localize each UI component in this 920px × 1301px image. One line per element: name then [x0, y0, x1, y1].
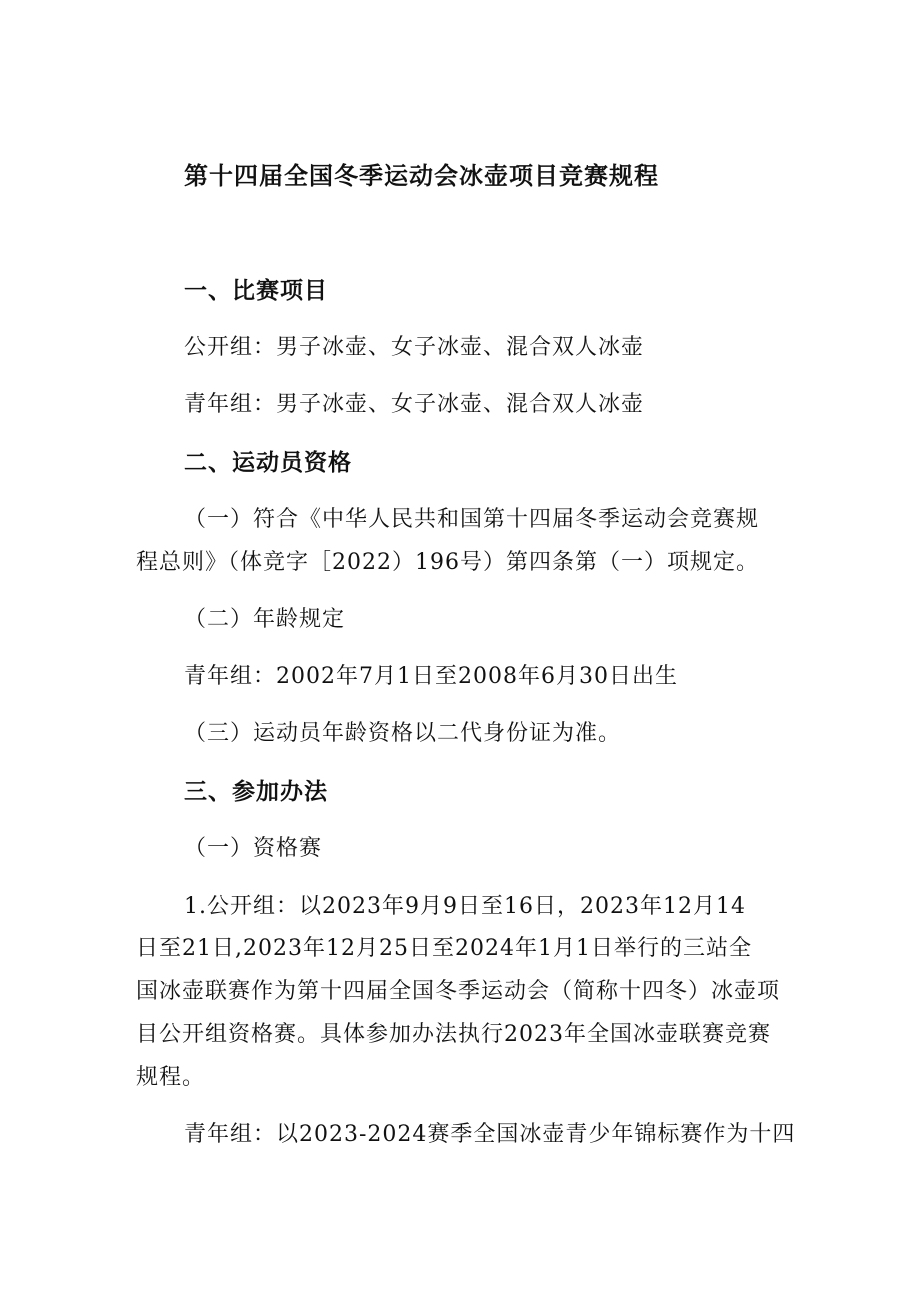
document-title: 第十四届全国冬季运动会冰壶项目竞赛规程 — [184, 162, 659, 190]
paragraph-line: （二）年龄规定 — [184, 607, 346, 632]
paragraph-line: 程总则》（体竞字［2022）196号）第四条第（一）项规定。 — [136, 550, 759, 575]
paragraph-line: 青年组：2002年7月1日至2008年6月30日出生 — [184, 664, 678, 689]
section-heading-2: 二、运动员资格 — [184, 450, 352, 476]
paragraph-line: 公开组：男子冰壶、女子冰壶、混合双人冰壶 — [184, 335, 645, 360]
section-heading-3: 三、参加办法 — [184, 779, 328, 805]
paragraph-line: 1.公开组：以2023年9月9日至16日，2023年12月14 — [184, 894, 746, 919]
paragraph-line: 青年组：以2023-2024赛季全国冰壶青少年锦标赛作为十四 — [184, 1122, 796, 1147]
paragraph-line: （三）运动员年龄资格以二代身份证为准。 — [184, 721, 622, 746]
paragraph-line: 青年组：男子冰壶、女子冰壶、混合双人冰壶 — [184, 392, 645, 417]
paragraph-line: （一）资格赛 — [184, 836, 323, 861]
paragraph-line: （一）符合《中华人民共和国第十四届冬季运动会竞赛规 — [184, 507, 760, 532]
paragraph-line: 目公开组资格赛。具体参加办法执行2023年全国冰壶联赛竞赛 — [136, 1022, 771, 1047]
section-heading-1: 一、比赛项目 — [184, 278, 328, 304]
paragraph-line: 国冰壶联赛作为第十四届全国冬季运动会（简称十四冬）冰壶项 — [136, 979, 781, 1004]
paragraph-line: 日至21日,2023年12月25日至2024年1月1日举行的三站全 — [136, 936, 752, 961]
paragraph-line: 规程。 — [136, 1065, 206, 1090]
